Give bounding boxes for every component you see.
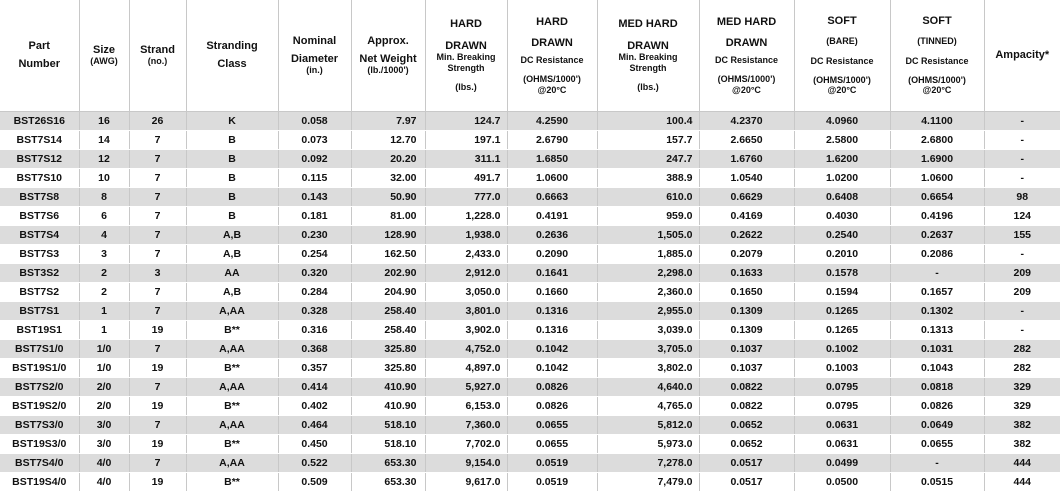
cell-hd-resistance: 0.1316 (507, 301, 597, 320)
cell-soft-bare-resistance: 4.0960 (794, 111, 890, 130)
cell-size: 3/0 (79, 415, 129, 434)
cell-strand: 7 (129, 301, 186, 320)
cell-ampacity: - (984, 168, 1060, 187)
cell-soft-bare-resistance: 0.0499 (794, 453, 890, 472)
cell-nominal-diameter: 0.230 (278, 225, 351, 244)
cell-part-number: BST7S6 (0, 206, 79, 225)
cell-stranding-class: B** (186, 320, 278, 339)
cell-mhd-breaking: 2,298.0 (597, 263, 699, 282)
cell-stranding-class: B** (186, 358, 278, 377)
cell-nominal-diameter: 0.073 (278, 130, 351, 149)
cell-nominal-diameter: 0.092 (278, 149, 351, 168)
cell-hd-resistance: 0.1660 (507, 282, 597, 301)
cell-mhd-resistance: 0.1633 (699, 263, 794, 282)
cell-soft-bare-resistance: 1.0200 (794, 168, 890, 187)
table-row (0, 453, 1060, 472)
table-row (0, 282, 1060, 301)
cell-hd-resistance: 0.0519 (507, 453, 597, 472)
cell-size: 1/0 (79, 358, 129, 377)
header-row (0, 0, 1060, 111)
cell-soft-tinned-resistance: 0.0515 (890, 472, 984, 491)
cell-net-weight: 20.20 (351, 149, 425, 168)
cell-mhd-breaking: 5,812.0 (597, 415, 699, 434)
cell-size: 10 (79, 168, 129, 187)
cell-soft-bare-resistance: 1.6200 (794, 149, 890, 168)
cell-soft-tinned-resistance: 0.1031 (890, 339, 984, 358)
table-row (0, 339, 1060, 358)
cell-soft-tinned-resistance: 0.0649 (890, 415, 984, 434)
cell-net-weight: 7.97 (351, 111, 425, 130)
cell-ampacity: 155 (984, 225, 1060, 244)
cell-nominal-diameter: 0.402 (278, 396, 351, 415)
cell-soft-tinned-resistance: 0.0826 (890, 396, 984, 415)
cell-ampacity: 382 (984, 415, 1060, 434)
table-row (0, 377, 1060, 396)
table-row (0, 168, 1060, 187)
header-soft-tinned-resistance: SOFT (TINNED) DC Resistance (OHMS/1000') @20°C (890, 0, 984, 111)
cell-mhd-breaking: 2,955.0 (597, 301, 699, 320)
cell-part-number: BST7S1/0 (0, 339, 79, 358)
cell-hd-breaking: 124.7 (425, 111, 507, 130)
cell-nominal-diameter: 0.320 (278, 263, 351, 282)
cell-soft-tinned-resistance: 0.1043 (890, 358, 984, 377)
cell-strand: 7 (129, 244, 186, 263)
cell-nominal-diameter: 0.328 (278, 301, 351, 320)
cell-net-weight: 32.00 (351, 168, 425, 187)
cell-ampacity: 209 (984, 282, 1060, 301)
cell-mhd-breaking: 1,885.0 (597, 244, 699, 263)
header-size: Size (AWG) (79, 0, 129, 111)
cell-size: 14 (79, 130, 129, 149)
cell-net-weight: 204.90 (351, 282, 425, 301)
cell-soft-bare-resistance: 0.1594 (794, 282, 890, 301)
cell-part-number: BST7S2 (0, 282, 79, 301)
cell-hd-breaking: 3,902.0 (425, 320, 507, 339)
cell-part-number: BST3S2 (0, 263, 79, 282)
cell-mhd-resistance: 0.1309 (699, 301, 794, 320)
cell-mhd-resistance: 0.1650 (699, 282, 794, 301)
cell-hd-resistance: 0.1042 (507, 358, 597, 377)
cell-part-number: BST7S14 (0, 130, 79, 149)
cell-soft-bare-resistance: 0.0795 (794, 396, 890, 415)
table-row (0, 225, 1060, 244)
cell-part-number: BST7S4 (0, 225, 79, 244)
cell-size: 12 (79, 149, 129, 168)
cell-hd-resistance: 1.6850 (507, 149, 597, 168)
cell-stranding-class: B (186, 168, 278, 187)
header-soft-bare-resistance: SOFT (BARE) DC Resistance (OHMS/1000') @20°C (794, 0, 890, 111)
table-row (0, 415, 1060, 434)
cell-ampacity: - (984, 320, 1060, 339)
cell-soft-bare-resistance: 0.1003 (794, 358, 890, 377)
cell-mhd-breaking: 2,360.0 (597, 282, 699, 301)
cell-part-number: BST19S1/0 (0, 358, 79, 377)
cell-stranding-class: A,AA (186, 453, 278, 472)
cell-soft-tinned-resistance: 0.0818 (890, 377, 984, 396)
cell-mhd-resistance: 0.2622 (699, 225, 794, 244)
cell-net-weight: 128.90 (351, 225, 425, 244)
cell-hd-resistance: 0.1316 (507, 320, 597, 339)
cell-mhd-resistance: 0.0822 (699, 396, 794, 415)
cell-net-weight: 325.80 (351, 358, 425, 377)
header-hard-drawn-resistance: HARD DRAWN DC Resistance (OHMS/1000') @20°C (507, 0, 597, 111)
cell-soft-tinned-resistance: 0.4196 (890, 206, 984, 225)
cell-soft-tinned-resistance: 0.6654 (890, 187, 984, 206)
cell-part-number: BST7S3 (0, 244, 79, 263)
table-body (0, 111, 1060, 491)
table-row (0, 244, 1060, 263)
table-row (0, 130, 1060, 149)
cell-mhd-breaking: 4,765.0 (597, 396, 699, 415)
cell-mhd-resistance: 0.0822 (699, 377, 794, 396)
cell-nominal-diameter: 0.316 (278, 320, 351, 339)
cell-hd-resistance: 4.2590 (507, 111, 597, 130)
cell-net-weight: 50.90 (351, 187, 425, 206)
table-row (0, 263, 1060, 282)
cell-soft-tinned-resistance: - (890, 453, 984, 472)
cell-size: 4/0 (79, 453, 129, 472)
cell-nominal-diameter: 0.181 (278, 206, 351, 225)
cell-hd-breaking: 2,912.0 (425, 263, 507, 282)
header-med-hard-resistance: MED HARD DRAWN DC Resistance (OHMS/1000') @20°C (699, 0, 794, 111)
cell-hd-breaking: 2,433.0 (425, 244, 507, 263)
cell-size: 2/0 (79, 377, 129, 396)
cell-mhd-resistance: 1.6760 (699, 149, 794, 168)
cell-soft-bare-resistance: 0.2010 (794, 244, 890, 263)
cell-net-weight: 258.40 (351, 320, 425, 339)
cell-mhd-breaking: 3,705.0 (597, 339, 699, 358)
cell-nominal-diameter: 0.058 (278, 111, 351, 130)
header-part-number: Part Number (0, 0, 79, 111)
cell-stranding-class: B (186, 206, 278, 225)
header-med-hard-breaking: MED HARD DRAWN Min. Breaking Strength (lbs.) (597, 0, 699, 111)
cell-size: 1 (79, 320, 129, 339)
cell-soft-bare-resistance: 0.0631 (794, 415, 890, 434)
cell-hd-breaking: 3,801.0 (425, 301, 507, 320)
cell-size: 2 (79, 263, 129, 282)
cell-soft-tinned-resistance: 1.6900 (890, 149, 984, 168)
cell-soft-tinned-resistance: 1.0600 (890, 168, 984, 187)
cell-size: 1/0 (79, 339, 129, 358)
cell-mhd-resistance: 2.6650 (699, 130, 794, 149)
cell-mhd-resistance: 0.0652 (699, 415, 794, 434)
cell-mhd-breaking: 3,802.0 (597, 358, 699, 377)
cell-soft-tinned-resistance: - (890, 263, 984, 282)
cell-size: 3 (79, 244, 129, 263)
cell-mhd-breaking: 388.9 (597, 168, 699, 187)
cell-hd-resistance: 0.0655 (507, 434, 597, 453)
cell-hd-breaking: 7,702.0 (425, 434, 507, 453)
cell-hd-resistance: 0.2090 (507, 244, 597, 263)
cell-mhd-resistance: 0.2079 (699, 244, 794, 263)
cell-ampacity: 329 (984, 396, 1060, 415)
cell-soft-bare-resistance: 0.0795 (794, 377, 890, 396)
cell-nominal-diameter: 0.464 (278, 415, 351, 434)
cell-nominal-diameter: 0.509 (278, 472, 351, 491)
cell-size: 3/0 (79, 434, 129, 453)
table-row (0, 396, 1060, 415)
header-hard-drawn-breaking: HARD DRAWN Min. Breaking Strength (lbs.) (425, 0, 507, 111)
cell-hd-resistance: 0.1641 (507, 263, 597, 282)
cell-net-weight: 325.80 (351, 339, 425, 358)
cell-net-weight: 81.00 (351, 206, 425, 225)
cell-strand: 19 (129, 396, 186, 415)
cell-net-weight: 410.90 (351, 396, 425, 415)
cell-stranding-class: A,AA (186, 415, 278, 434)
cell-strand: 26 (129, 111, 186, 130)
cell-ampacity: - (984, 301, 1060, 320)
cell-mhd-resistance: 1.0540 (699, 168, 794, 187)
cell-hd-breaking: 197.1 (425, 130, 507, 149)
cell-strand: 7 (129, 377, 186, 396)
cell-nominal-diameter: 0.368 (278, 339, 351, 358)
cell-hd-resistance: 0.1042 (507, 339, 597, 358)
cell-hd-resistance: 0.0519 (507, 472, 597, 491)
cell-nominal-diameter: 0.284 (278, 282, 351, 301)
cell-hd-breaking: 4,897.0 (425, 358, 507, 377)
cell-stranding-class: AA (186, 263, 278, 282)
cell-nominal-diameter: 0.414 (278, 377, 351, 396)
cell-mhd-resistance: 0.1037 (699, 339, 794, 358)
cell-soft-bare-resistance: 0.6408 (794, 187, 890, 206)
cell-strand: 7 (129, 415, 186, 434)
table-row (0, 149, 1060, 168)
cell-mhd-resistance: 4.2370 (699, 111, 794, 130)
cell-ampacity: - (984, 244, 1060, 263)
header-ampacity: Ampacity* (984, 0, 1060, 111)
cell-hd-resistance: 0.4191 (507, 206, 597, 225)
cell-hd-breaking: 311.1 (425, 149, 507, 168)
cell-part-number: BST7S3/0 (0, 415, 79, 434)
cell-hd-breaking: 9,617.0 (425, 472, 507, 491)
cell-ampacity: 282 (984, 339, 1060, 358)
cell-stranding-class: B (186, 187, 278, 206)
table-row (0, 301, 1060, 320)
cell-mhd-breaking: 4,640.0 (597, 377, 699, 396)
cell-stranding-class: A,AA (186, 377, 278, 396)
cell-soft-tinned-resistance: 2.6800 (890, 130, 984, 149)
cell-net-weight: 258.40 (351, 301, 425, 320)
cell-stranding-class: A,B (186, 244, 278, 263)
cell-ampacity: - (984, 111, 1060, 130)
table-row (0, 472, 1060, 491)
cell-mhd-resistance: 0.4169 (699, 206, 794, 225)
cell-strand: 7 (129, 168, 186, 187)
cell-mhd-breaking: 610.0 (597, 187, 699, 206)
cell-nominal-diameter: 0.115 (278, 168, 351, 187)
cell-part-number: BST7S10 (0, 168, 79, 187)
cell-soft-bare-resistance: 0.1265 (794, 301, 890, 320)
cell-hd-breaking: 777.0 (425, 187, 507, 206)
cell-part-number: BST19S3/0 (0, 434, 79, 453)
cell-soft-bare-resistance: 0.4030 (794, 206, 890, 225)
cell-ampacity: 209 (984, 263, 1060, 282)
cell-mhd-breaking: 247.7 (597, 149, 699, 168)
cell-strand: 7 (129, 130, 186, 149)
cell-hd-breaking: 4,752.0 (425, 339, 507, 358)
table-row (0, 358, 1060, 377)
cell-soft-bare-resistance: 0.1265 (794, 320, 890, 339)
cell-part-number: BST19S4/0 (0, 472, 79, 491)
cell-nominal-diameter: 0.254 (278, 244, 351, 263)
cell-size: 4/0 (79, 472, 129, 491)
cell-hd-breaking: 1,228.0 (425, 206, 507, 225)
cell-net-weight: 653.30 (351, 472, 425, 491)
cell-strand: 19 (129, 434, 186, 453)
cell-mhd-resistance: 0.0517 (699, 472, 794, 491)
cell-hd-breaking: 6,153.0 (425, 396, 507, 415)
cell-stranding-class: B** (186, 396, 278, 415)
cell-hd-resistance: 0.0826 (507, 377, 597, 396)
cell-hd-resistance: 2.6790 (507, 130, 597, 149)
cell-hd-breaking: 5,927.0 (425, 377, 507, 396)
cell-mhd-breaking: 7,479.0 (597, 472, 699, 491)
cell-ampacity: - (984, 130, 1060, 149)
cell-stranding-class: B** (186, 472, 278, 491)
cell-mhd-breaking: 3,039.0 (597, 320, 699, 339)
cell-size: 4 (79, 225, 129, 244)
cell-ampacity: - (984, 149, 1060, 168)
cell-part-number: BST7S1 (0, 301, 79, 320)
header-nominal-diameter: Nominal Diameter (in.) (278, 0, 351, 111)
cell-mhd-resistance: 0.0517 (699, 453, 794, 472)
cell-mhd-breaking: 157.7 (597, 130, 699, 149)
cell-hd-resistance: 1.0600 (507, 168, 597, 187)
cell-strand: 7 (129, 453, 186, 472)
cell-stranding-class: B (186, 130, 278, 149)
cell-ampacity: 282 (984, 358, 1060, 377)
cell-nominal-diameter: 0.143 (278, 187, 351, 206)
table-row (0, 111, 1060, 130)
cell-stranding-class: B** (186, 434, 278, 453)
cell-part-number: BST19S2/0 (0, 396, 79, 415)
cell-net-weight: 12.70 (351, 130, 425, 149)
cell-soft-bare-resistance: 2.5800 (794, 130, 890, 149)
cell-ampacity: 124 (984, 206, 1060, 225)
cell-soft-tinned-resistance: 0.1657 (890, 282, 984, 301)
cell-part-number: BST7S4/0 (0, 453, 79, 472)
cell-strand: 7 (129, 339, 186, 358)
table-row (0, 206, 1060, 225)
cell-size: 1 (79, 301, 129, 320)
cell-soft-bare-resistance: 0.0500 (794, 472, 890, 491)
cell-mhd-breaking: 5,973.0 (597, 434, 699, 453)
cell-hd-resistance: 0.6663 (507, 187, 597, 206)
cell-net-weight: 162.50 (351, 244, 425, 263)
cell-stranding-class: A,B (186, 225, 278, 244)
cell-part-number: BST26S16 (0, 111, 79, 130)
cell-strand: 7 (129, 225, 186, 244)
cell-ampacity: 382 (984, 434, 1060, 453)
cell-mhd-breaking: 100.4 (597, 111, 699, 130)
cell-strand: 3 (129, 263, 186, 282)
cell-stranding-class: B (186, 149, 278, 168)
cell-strand: 7 (129, 206, 186, 225)
cell-strand: 7 (129, 187, 186, 206)
cell-mhd-resistance: 0.1309 (699, 320, 794, 339)
cell-part-number: BST7S2/0 (0, 377, 79, 396)
cell-mhd-resistance: 0.0652 (699, 434, 794, 453)
cell-hd-breaking: 7,360.0 (425, 415, 507, 434)
cell-mhd-resistance: 0.6629 (699, 187, 794, 206)
header-stranding-class: Stranding Class (186, 0, 278, 111)
cell-net-weight: 202.90 (351, 263, 425, 282)
cell-stranding-class: A,B (186, 282, 278, 301)
cell-soft-tinned-resistance: 4.1100 (890, 111, 984, 130)
cell-ampacity: 98 (984, 187, 1060, 206)
cell-mhd-breaking: 959.0 (597, 206, 699, 225)
cell-size: 2/0 (79, 396, 129, 415)
table-row (0, 434, 1060, 453)
cell-hd-resistance: 0.2636 (507, 225, 597, 244)
cell-mhd-breaking: 7,278.0 (597, 453, 699, 472)
table-row (0, 320, 1060, 339)
cell-hd-breaking: 1,938.0 (425, 225, 507, 244)
cell-hd-resistance: 0.0826 (507, 396, 597, 415)
cell-soft-tinned-resistance: 0.2086 (890, 244, 984, 263)
cell-net-weight: 518.10 (351, 434, 425, 453)
cell-part-number: BST19S1 (0, 320, 79, 339)
cell-strand: 7 (129, 149, 186, 168)
cell-soft-tinned-resistance: 0.1313 (890, 320, 984, 339)
header-net-weight: Approx. Net Weight (lb./1000') (351, 0, 425, 111)
cell-size: 6 (79, 206, 129, 225)
cell-soft-bare-resistance: 0.1002 (794, 339, 890, 358)
cell-ampacity: 444 (984, 453, 1060, 472)
cell-stranding-class: A,AA (186, 301, 278, 320)
cell-size: 2 (79, 282, 129, 301)
cell-ampacity: 329 (984, 377, 1060, 396)
cell-strand: 19 (129, 320, 186, 339)
cell-strand: 7 (129, 282, 186, 301)
cell-hd-resistance: 0.0655 (507, 415, 597, 434)
cell-size: 16 (79, 111, 129, 130)
cell-soft-bare-resistance: 0.0631 (794, 434, 890, 453)
cell-soft-bare-resistance: 0.1578 (794, 263, 890, 282)
table-row (0, 187, 1060, 206)
cell-strand: 19 (129, 472, 186, 491)
cell-hd-breaking: 491.7 (425, 168, 507, 187)
cell-hd-breaking: 9,154.0 (425, 453, 507, 472)
cell-net-weight: 653.30 (351, 453, 425, 472)
cell-mhd-breaking: 1,505.0 (597, 225, 699, 244)
cell-soft-tinned-resistance: 0.1302 (890, 301, 984, 320)
cell-strand: 19 (129, 358, 186, 377)
cell-net-weight: 410.90 (351, 377, 425, 396)
cell-hd-breaking: 3,050.0 (425, 282, 507, 301)
cell-net-weight: 518.10 (351, 415, 425, 434)
cell-soft-tinned-resistance: 0.2637 (890, 225, 984, 244)
cell-part-number: BST7S8 (0, 187, 79, 206)
cell-soft-tinned-resistance: 0.0655 (890, 434, 984, 453)
cell-stranding-class: A,AA (186, 339, 278, 358)
cell-nominal-diameter: 0.357 (278, 358, 351, 377)
cell-mhd-resistance: 0.1037 (699, 358, 794, 377)
cell-stranding-class: K (186, 111, 278, 130)
cell-ampacity: 444 (984, 472, 1060, 491)
cell-size: 8 (79, 187, 129, 206)
cell-soft-bare-resistance: 0.2540 (794, 225, 890, 244)
cell-part-number: BST7S12 (0, 149, 79, 168)
header-strand: Strand (no.) (129, 0, 186, 111)
cell-nominal-diameter: 0.522 (278, 453, 351, 472)
cell-nominal-diameter: 0.450 (278, 434, 351, 453)
